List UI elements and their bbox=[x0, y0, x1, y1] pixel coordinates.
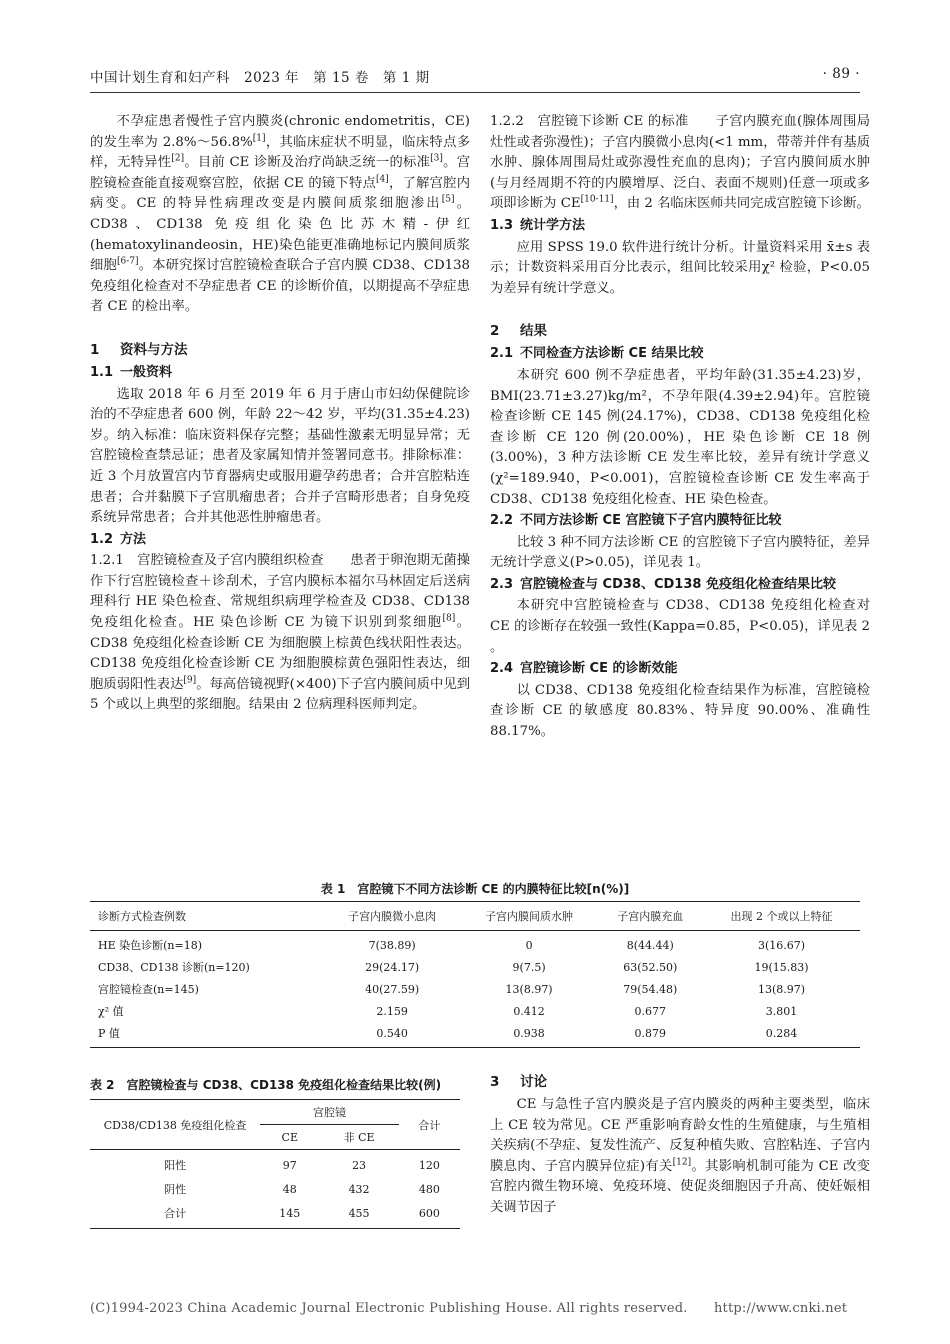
table2-header-cell: CE bbox=[260, 1125, 319, 1150]
section-heading-1-3: 1.3 统计学方法 bbox=[490, 217, 586, 233]
table-cell: 0.677 bbox=[634, 1004, 667, 1018]
table-cell: 63(52.50) bbox=[623, 960, 678, 974]
methods-paragraph: 1.2.1 宫腔镜检查及子宫内膜组织检查 患者于卵泡期无菌操作下行宫腔镜检查＋诊刮术，子宫内膜标本福尔马林固定后送病理科行 HE 染色检查、常规组织病理学检查及 CD38、CD138 免疫组化检查。HE 染色诊断 CE 为镜下识别到浆细胞[8]。CD38 免疫组化检查诊断 CE 为细胞膜上棕黄色线状阳性表达。CD138 免疫组化检查诊断 CE 为细胞膜棕黄色强阳性表达，细胞质弱阳性表达[9]。每高倍镜视野(×400)下子宫内膜间质中见到 5 个或以上典型的浆细胞。结果由 2 位病理科医师判定。 bbox=[90, 553, 471, 713]
table-cell: 79(54.48) bbox=[623, 982, 678, 996]
statistics-paragraph: 应用 SPSS 19.0 软件进行统计分析。计量资料采用 x̄±s 表示；计数资料采用百分比表示，组间比较采用χ² 检验，P<0.05 为差异有统计学意义。 bbox=[490, 239, 870, 296]
table1-header-cell: 出现 2 个或以上特征 bbox=[703, 902, 860, 931]
table-cell: 2.159 bbox=[376, 1004, 408, 1018]
intro-paragraph: 不孕症患者慢性子宫内膜炎(chronic endometritis，CE)的发生率为 2.8%～56.8%[1]，其临床症状不明显，临床特点多样，无特异性[2]。目前 CE 诊断及治疗尚缺乏统一的标准[3]。宫腔镜检查能直接观察宫腔，依据 CE 的镜下特点[4]，了解宫腔内病变。CE 的特异性病理改变是内膜间质浆细胞渗出[5]。CD38、CD138 免疫组化染色比苏木精-伊红(hematoxylinandeosin，HE)染色能更准确地标记内膜间质浆细胞[6-7]。本研究探讨宫腔镜检查联合子宫内膜 CD38、CD138 免疫组化检查对不孕症患者 CE 的诊断价值，以期提高不孕症患者 CE 的检出率。 bbox=[90, 114, 471, 315]
table1-header-cell: 诊断方式检查例数 bbox=[90, 902, 324, 931]
table-cell: CD38、CD138 诊断(n=120) bbox=[98, 961, 250, 974]
table-row bbox=[90, 1201, 460, 1229]
table-row bbox=[90, 1150, 460, 1178]
table-cell: 合计 bbox=[164, 1207, 187, 1220]
right-column bbox=[490, 112, 870, 743]
page-number: · 89 · bbox=[822, 66, 860, 82]
table-cell: 19(15.83) bbox=[754, 960, 809, 974]
table-cell: 9(7.5) bbox=[512, 960, 546, 974]
table-cell: 120 bbox=[418, 1158, 440, 1172]
table-cell: 97 bbox=[282, 1158, 297, 1172]
results-paragraph-4: 以 CD38、CD138 免疫组化检查结果作为标准，宫腔镜检查诊断 CE 的敏感度 80.83%、特异度 90.00%、准确性 88.17%。 bbox=[490, 682, 870, 740]
results-paragraph-1: 本研究 600 例不孕症患者，平均年龄(31.35±4.23)岁，BMI(23.71±3.27)kg/m²，不孕年限(4.39±2.94)年。宫腔镜检查诊断 CE 145 例(24.17%)，CD38、CD138 免疫组化检查诊断 CE 120 例(20.00%)，HE 染色诊断 CE 18 例(3.00%)，3 种方法诊断 CE 发生率比较，差异有统计学意义(χ²=189.940，P<0.001)，宫腔镜检查诊断 CE 发生率高于 CD38、CD138 免疫组化检查、HE 染色检查。 bbox=[490, 367, 870, 507]
criteria-paragraph: 1.2.2 宫腔镜下诊断 CE 的标准 子宫内膜充血(腺体周围局灶性或者弥漫性)；子宫内膜微小息肉(<1 mm，带蒂并伴有基质水肿、腺体周围局灶或弥漫性充血的息肉)；子宫内膜间质水肿(与月经周期不符的内膜增厚、泛白、表面不规则)任意一项或多项即诊断为 CE[10-11]，由 2 名临床医师共同完成宫腔镜下诊断。 bbox=[490, 114, 871, 212]
table2-header-row bbox=[90, 1100, 460, 1125]
general-info-paragraph: 选取 2018 年 6 月至 2019 年 6 月于唐山市妇幼保健院诊治的不孕症患者 600 例，年龄 22～42 岁，平均(31.35±4.23)岁。纳入标准：临床资料保存完整；基础性激素无明显异常；无宫腔镜检查禁忌证；患者及家属知情并签署同意书。排除标准：近 3 个月放置宫内节育器病史或服用避孕药患者；合并宫腔粘连患者；合并黏膜下子宫肌瘤患者；合并子宫畸形患者；自身免疫系统异常患者；合并其他恶性肿瘤患者。 bbox=[90, 386, 470, 526]
copyright-footer: (C)1994-2023 China Academic Journal Electronic Publishing House. All rights reserved. http://www.cnki.net bbox=[90, 1301, 848, 1316]
table-cell: 0.540 bbox=[376, 1026, 408, 1040]
table2 bbox=[90, 1099, 460, 1229]
table-cell: 13(8.97) bbox=[758, 982, 806, 996]
table-cell: 0.938 bbox=[513, 1026, 545, 1040]
table2-title: 表 2 宫腔镜检查与 CD38、CD138 免疫组化检查结果比较(例) bbox=[90, 1078, 442, 1092]
table-cell: 23 bbox=[352, 1158, 367, 1172]
table-cell: 阴性 bbox=[164, 1183, 187, 1196]
table-row bbox=[90, 1022, 860, 1048]
table-cell: χ² 值 bbox=[98, 1005, 124, 1018]
table-row bbox=[90, 931, 860, 957]
table2-header-cell: CD38/CD138 免疫组化检查 bbox=[90, 1100, 260, 1150]
table-row bbox=[90, 956, 860, 978]
table-cell: 0 bbox=[525, 938, 533, 952]
table-cell: P 值 bbox=[98, 1027, 120, 1040]
table1-header-cell: 子宫内膜间质水肿 bbox=[461, 902, 598, 931]
journal-header: 中国计划生育和妇产科 2023 年 第 15 卷 第 1 期 bbox=[90, 70, 430, 86]
section-heading-2-4: 2.4 宫腔镜诊断 CE 的诊断效能 bbox=[490, 661, 678, 677]
left-column bbox=[90, 112, 470, 716]
table-cell: 480 bbox=[418, 1182, 440, 1196]
table-cell: 0.412 bbox=[513, 1004, 545, 1018]
table-cell: 29(24.17) bbox=[365, 960, 420, 974]
table-cell: 40(27.59) bbox=[365, 982, 420, 996]
table-cell: 145 bbox=[279, 1206, 301, 1220]
table-cell: 0.879 bbox=[634, 1026, 667, 1040]
table1-header-cell: 子宫内膜充血 bbox=[598, 902, 704, 931]
table-cell: 48 bbox=[282, 1182, 297, 1196]
section-heading-2-1: 2.1 不同检查方法诊断 CE 结果比较 bbox=[490, 346, 704, 362]
table-cell: 阳性 bbox=[164, 1159, 187, 1172]
discussion-section bbox=[490, 1072, 870, 1219]
table-cell: 7(38.89) bbox=[368, 938, 416, 952]
section-heading-2-3: 2.3 宫腔镜检查与 CD38、CD138 免疫组化检查结果比较 bbox=[490, 576, 836, 592]
table-cell: 600 bbox=[418, 1206, 440, 1220]
section-heading-1-1: 1.1 一般资料 bbox=[90, 364, 173, 380]
table1-title: 表 1 宫腔镜下不同方法诊断 CE 的内膜特征比较[n(%)] bbox=[320, 882, 630, 896]
discussion-paragraph: CE 与急性子宫内膜炎是子宫内膜炎的两种主要类型，临床上 CE 较为常见。CE 严重影响育龄女性的生殖健康，与生殖相关疾病(不孕症、复发性流产、反复种植失败、宫腔粘连、子宫内膜息肉、子宫内膜异位症)有关[12]。其影响机制可能为 CE 改变宫腔内微生物环境、免疫环境、使促炎细胞因子升高、使妊娠相关调节因子 bbox=[490, 1097, 870, 1215]
table-cell: HE 染色诊断(n=18) bbox=[98, 939, 203, 952]
results-paragraph-2: 比较 3 种不同方法诊断 CE 的宫腔镜下子宫内膜特征，差异无统计学意义(P>0.05)，详见表 1。 bbox=[490, 534, 870, 571]
table-cell: 13(8.97) bbox=[505, 982, 553, 996]
table-cell: 3(16.67) bbox=[758, 938, 806, 952]
table-cell: 宫腔镜检查(n=145) bbox=[98, 983, 199, 996]
section-heading-1-2: 1.2 方法 bbox=[90, 531, 147, 547]
table1-header-cell: 子宫内膜微小息肉 bbox=[324, 902, 461, 931]
table-cell: 8(44.44) bbox=[626, 938, 674, 952]
header-rule bbox=[90, 92, 860, 93]
table2-group-header: 宫腔镜 bbox=[260, 1100, 399, 1125]
table-cell: 432 bbox=[348, 1182, 370, 1196]
table2-header-cell: 合计 bbox=[399, 1100, 460, 1150]
section-heading-2: 2 结果 bbox=[490, 323, 547, 340]
table-cell: 3.801 bbox=[765, 1004, 798, 1018]
table1 bbox=[90, 901, 860, 1048]
section-heading-3: 3 讨论 bbox=[490, 1074, 547, 1090]
table-cell: 0.284 bbox=[765, 1026, 798, 1040]
table1-header-row bbox=[90, 902, 860, 931]
section-heading-2-2: 2.2 不同方法诊断 CE 宫腔镜下子宫内膜特征比较 bbox=[490, 513, 782, 529]
table-row bbox=[90, 1000, 860, 1022]
table-row bbox=[90, 1177, 460, 1201]
table-row bbox=[90, 978, 860, 1000]
results-paragraph-3: 本研究中宫腔镜检查与 CD38、CD138 免疫组化检查对 CE 的诊断存在较强一致性(Kappa=0.85，P<0.05)，详见表 2 。 bbox=[490, 598, 870, 655]
section-heading-1: 1 资料与方法 bbox=[90, 341, 188, 358]
table-cell: 455 bbox=[348, 1206, 370, 1220]
table2-header-cell: 非 CE bbox=[319, 1125, 398, 1150]
